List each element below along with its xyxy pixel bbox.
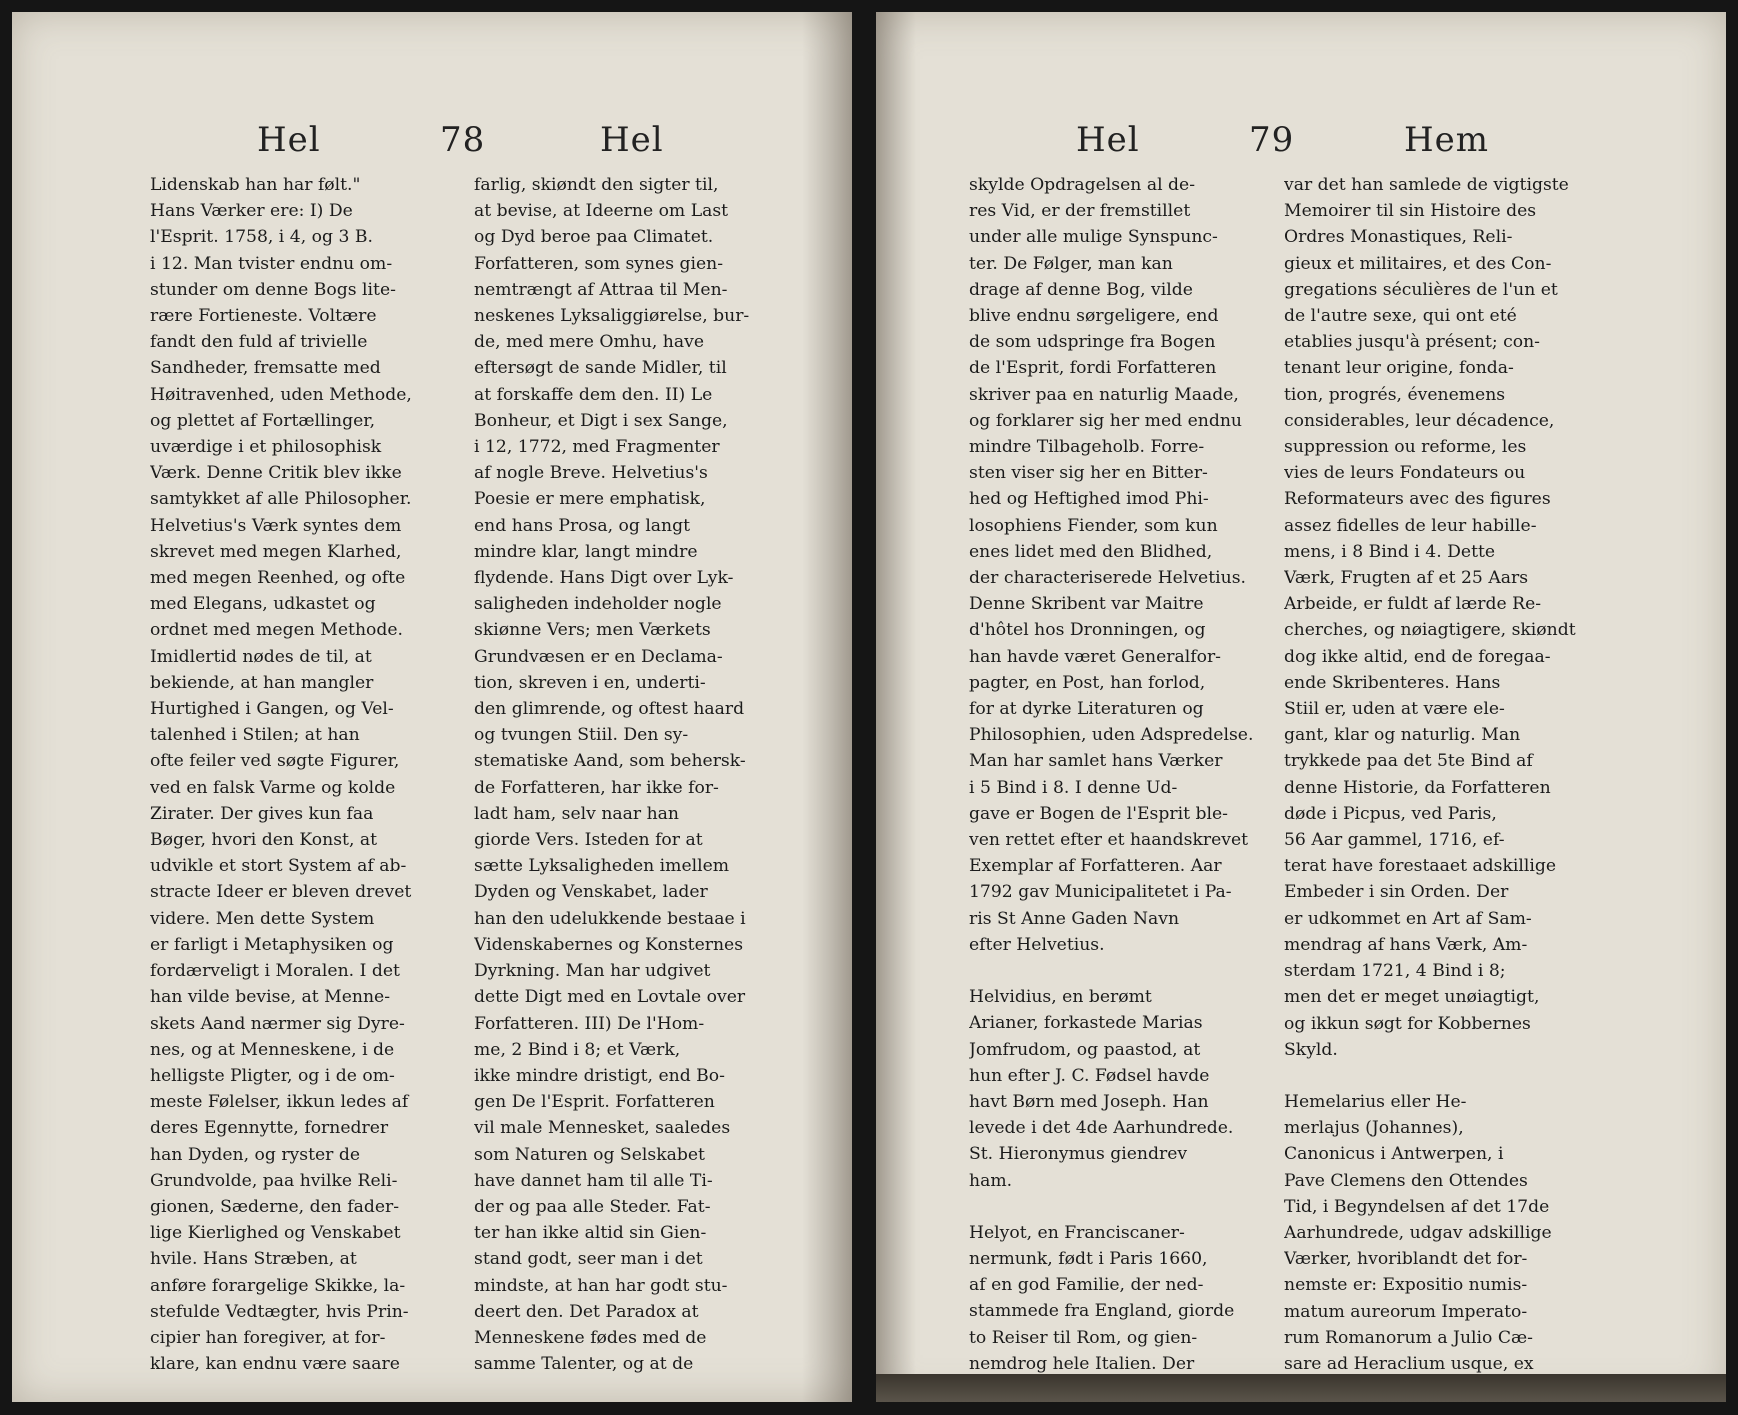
text-line: denne Historie, da Forfatteren — [1284, 777, 1551, 798]
text-line: have dannet ham til alle Ti- — [474, 1170, 713, 1191]
text-line: res Vid, er der fremstillet — [969, 201, 1191, 222]
text-line: i 12. Man tvister endnu om- — [150, 253, 393, 274]
text-line: terat have forestaaet adskillige — [1284, 856, 1557, 877]
text-line: de Forfatteren, har ikke for- — [474, 777, 719, 798]
text-line: Exemplar af Forfatteren. Aar — [969, 856, 1222, 877]
text-line: de l'Esprit, fordi Forfatteren — [969, 358, 1217, 379]
text-line: rære Fortieneste. Voltære — [150, 306, 377, 327]
text-line: Denne Skribent var Maitre — [969, 594, 1204, 615]
text-line: Videnskabernes og Konsternes — [474, 934, 744, 955]
text-line: den glimrende, og oftest haard — [474, 699, 745, 720]
text-line: Grundvæsen er en Declama- — [474, 646, 723, 667]
text-line: Man har samlet hans Værker — [969, 751, 1223, 772]
text-line: neskenes Lyksaliggiørelse, bur- — [474, 306, 750, 327]
text-line: gen De l'Esprit. Forfatteren — [474, 1092, 715, 1113]
text-line: mindre klar, langt mindre — [474, 541, 698, 562]
text-line: videre. Men dette System — [150, 908, 375, 929]
running-head-right: Hel — [600, 120, 664, 160]
text-line: Bøger, hvori den Konst, at — [150, 830, 378, 851]
text-line: mindste, at han har godt stu- — [474, 1275, 728, 1296]
running-head-left: Hel — [1076, 120, 1140, 160]
text-line: og plettet af Fortællinger, — [150, 410, 376, 431]
text-column — [474, 172, 784, 1377]
text-line: er farligt i Metaphysiken og — [150, 934, 394, 955]
text-line: havt Børn med Joseph. Han — [969, 1091, 1209, 1112]
text-line: hun efter J. C. Fødsel havde — [969, 1065, 1210, 1086]
text-line: Lidenskab han har følt." — [150, 175, 361, 195]
text-line: helligste Pligter, og i de om- — [150, 1065, 395, 1086]
text-line: stand godt, seer man i det — [474, 1249, 703, 1270]
text-line: der og paa alle Steder. Fat- — [474, 1196, 711, 1217]
text-line: af nogle Breve. Helvetius's — [474, 463, 708, 484]
text-line: Hurtighed i Gangen, og Vel- — [150, 699, 394, 720]
text-line: deres Egennytte, fornedrer — [150, 1118, 389, 1139]
text-line: Værker, hvoriblandt det for- — [1284, 1249, 1528, 1270]
text-line: blive endnu sørgeligere, end — [969, 306, 1219, 327]
text-line: i 5 Bind i 8. I denne Ud- — [969, 777, 1178, 798]
text-line: i 12, 1772, med Fragmenter — [474, 437, 720, 458]
text-line: Værk. Denne Critik blev ikke — [150, 463, 402, 484]
text-line: skets Aand nærmer sig Dyre- — [150, 1013, 405, 1034]
running-head-right: Hem — [1404, 120, 1490, 160]
text-line: nemste er: Expositio numis- — [1284, 1275, 1528, 1296]
text-line: lige Kierlighed og Venskabet — [150, 1223, 401, 1244]
text-line: tion, progrés, évenemens — [1284, 384, 1506, 405]
text-line: nes, og at Menneskene, i de — [150, 1039, 395, 1060]
text-line: anføre forargelige Skikke, la- — [150, 1275, 406, 1296]
text-line: stematiske Aand, som behersk- — [474, 751, 746, 772]
text-line: de som udspringe fra Bogen — [969, 332, 1216, 353]
text-line: og Dyd beroe paa Climatet. — [474, 227, 714, 248]
text-line: Forfatteren, som synes gien- — [474, 253, 724, 274]
text-line: ved en falsk Varme og kolde — [150, 777, 396, 798]
text-line: Canonicus i Antwerpen, i — [1284, 1144, 1504, 1165]
text-line: etablies jusqu'à présent; con- — [1284, 332, 1540, 353]
text-line: Stiil er, uden at være ele- — [1284, 699, 1505, 720]
text-line: Dyden og Venskabet, lader — [474, 882, 708, 903]
text-line: Dyrkning. Man har udgivet — [474, 961, 711, 982]
text-line: gieux et militaires, et des Con- — [1284, 253, 1552, 274]
text-line: end hans Prosa, og langt — [474, 515, 691, 536]
text-line: Menneskene fødes med de — [474, 1327, 707, 1348]
text-line: Aarhundrede, udgav adskillige — [1284, 1222, 1552, 1243]
text-line: som Naturen og Selskabet — [474, 1144, 705, 1165]
text-line: Skyld. — [1284, 1039, 1338, 1060]
text-line: med megen Reenhed, og ofte — [150, 568, 406, 589]
text-line: og forklarer sig her med endnu — [969, 410, 1242, 431]
paragraph-gap — [969, 958, 1269, 984]
text-line: han vilde bevise, at Menne- — [150, 987, 390, 1008]
text-line: suppression ou reforme, les — [1284, 437, 1527, 458]
text-line: ofte feiler ved søgte Figurer, — [150, 751, 400, 772]
running-head-left: Hel — [257, 120, 321, 160]
text-line: trykkede paa det 5te Bind af — [1284, 751, 1533, 772]
text-line: losophiens Fiender, som kun — [969, 515, 1218, 536]
text-line: og tvungen Stiil. Den sy- — [474, 725, 689, 746]
text-line: Jomfrudom, og paastod, at — [969, 1039, 1201, 1060]
text-line: to Reiser til Rom, og gien- — [969, 1327, 1198, 1348]
text-line: gionen, Sæderne, den fader- — [150, 1196, 400, 1217]
text-line: ikke mindre dristigt, end Bo- — [474, 1065, 725, 1086]
text-line: cipier han foregiver, at for- — [150, 1327, 386, 1348]
text-line: sætte Lyksaligheden imellem — [474, 856, 730, 877]
text-line: Arbeide, er fuldt af lærde Re- — [1284, 594, 1542, 615]
text-line: sten viser sig her en Bitter- — [969, 463, 1208, 484]
text-line: ter han ikke altid sin Gien- — [474, 1223, 707, 1244]
text-line: Memoirer til sin Histoire des — [1284, 201, 1537, 222]
text-line: bekiende, at han mangler — [150, 672, 374, 693]
paragraph-gap — [969, 1194, 1269, 1220]
text-line: men det er meget unøiagtigt, — [1284, 987, 1540, 1008]
text-line: Poesie er mere emphatisk, — [474, 489, 706, 510]
text-line: ham. — [969, 1170, 1013, 1191]
text-line: Arianer, forkastede Marias — [969, 1013, 1203, 1034]
text-line: han havde været Generalfor- — [969, 646, 1221, 667]
text-line: meste Følelser, ikkun ledes af — [150, 1092, 409, 1113]
text-line: under alle mulige Synspunc- — [969, 227, 1218, 248]
text-line: Forfatteren. III) De l'Hom- — [474, 1013, 705, 1034]
text-line: for at dyrke Literaturen og — [969, 699, 1204, 720]
text-line: Reformateurs avec des figures — [1284, 489, 1551, 510]
text-line: ter. De Følger, man kan — [969, 253, 1173, 274]
text-line: flydende. Hans Digt over Lyk- — [474, 568, 734, 589]
text-line: og ikkun søgt for Kobbernes — [1284, 1013, 1531, 1034]
text-line: 56 Aar gammel, 1716, ef- — [1284, 830, 1505, 851]
text-line: d'hôtel hos Dronningen, og — [969, 620, 1206, 641]
text-line: Værk, Frugten af et 25 Aars — [1284, 568, 1529, 589]
text-line: efter Helvetius. — [969, 934, 1105, 955]
text-line: fordærveligt i Moralen. I det — [150, 961, 400, 982]
text-line: sare ad Heraclium usque, ex — [1284, 1353, 1534, 1374]
page-number: 79 — [1249, 120, 1295, 160]
text-line: skiønne Vers; men Værkets — [474, 620, 711, 641]
right-page — [876, 12, 1726, 1402]
text-line: der characteriserede Helvetius. — [969, 568, 1246, 589]
text-line: stracte Ideer er bleven drevet — [150, 882, 412, 903]
text-line: assez fidelles de leur habille- — [1284, 515, 1537, 536]
text-line: han Dyden, og ryster de — [150, 1144, 361, 1165]
text-line: samme Talenter, og at de — [474, 1354, 694, 1375]
text-line: ladt ham, selv naar han — [474, 803, 679, 824]
text-column — [1284, 172, 1589, 1377]
text-line: Philosophien, uden Adspredelse. — [969, 725, 1254, 746]
text-line: St. Hieronymus giendrev — [969, 1144, 1188, 1165]
left-page — [12, 12, 852, 1402]
text-line: nermunk, født i Paris 1660, — [969, 1248, 1208, 1269]
text-line: klare, kan endnu være saare — [150, 1354, 400, 1375]
text-line: farlig, skiøndt den sigter til, — [474, 175, 719, 195]
text-line: l'Esprit. 1758, i 4, og 3 B. — [150, 227, 373, 248]
text-line: vies de leurs Fondateurs ou — [1284, 463, 1526, 484]
text-line: 1792 gav Municipalitetet i Pa- — [969, 882, 1232, 903]
text-line: dette Digt med en Lovtale over — [474, 987, 746, 1008]
text-line: Hemelarius eller He- — [1284, 1091, 1467, 1112]
text-line: ende Skribenteres. Hans — [1284, 672, 1501, 693]
text-line: de, med mere Omhu, have — [474, 332, 705, 353]
text-line: er udkommet en Art af Sam- — [1284, 908, 1532, 929]
text-line: merlajus (Johannes), — [1284, 1118, 1464, 1139]
text-line: stefulde Vedtægter, hvis Prin- — [150, 1301, 409, 1322]
text-line: levede i det 4de Aarhundrede. — [969, 1118, 1234, 1139]
text-line: cherches, og nøiagtigere, skiøndt — [1284, 620, 1576, 641]
text-line: giorde Vers. Isteden for at — [474, 830, 703, 851]
text-line: saligheden indeholder nogle — [474, 594, 722, 615]
text-line: Hans Værker ere: I) De — [150, 201, 353, 222]
text-line: Sandheder, fremsatte med — [150, 358, 381, 379]
text-line: døde i Picpus, ved Paris, — [1284, 803, 1497, 824]
text-line: han den udelukkende bestaae i — [474, 908, 746, 929]
text-line: var det han samlede de vigtigste — [1284, 175, 1569, 195]
text-line: Grundvolde, paa hvilke Reli- — [150, 1170, 398, 1191]
text-line: ordnet med megen Methode. — [150, 620, 404, 641]
text-line: drage af denne Bog, vilde — [969, 279, 1193, 300]
page-number: 78 — [440, 120, 486, 160]
text-line: eftersøgt de sande Midler, til — [474, 358, 727, 379]
text-line: mendrag af hans Værk, Am- — [1284, 934, 1528, 955]
text-line: stunder om denne Bogs lite- — [150, 279, 396, 300]
text-line: me, 2 Bind i 8; et Værk, — [474, 1039, 681, 1060]
text-line: talenhed i Stilen; at han — [150, 725, 360, 746]
text-line: fandt den fuld af trivielle — [150, 332, 368, 353]
text-line: tenant leur origine, fonda- — [1284, 358, 1514, 379]
text-line: Helyot, en Franciscaner- — [969, 1222, 1185, 1243]
text-line: sterdam 1721, 4 Bind i 8; — [1284, 961, 1506, 982]
text-line: Zirater. Der gives kun faa — [150, 803, 374, 824]
text-line: uværdige i et philosophisk — [150, 437, 382, 458]
text-line: af en god Familie, der ned- — [969, 1275, 1204, 1296]
text-line: skrevet med megen Klarhed, — [150, 541, 402, 562]
text-line: hvile. Hans Stræben, at — [150, 1249, 357, 1270]
text-line: deert den. Det Paradox at — [474, 1301, 699, 1322]
text-line: skriver paa en naturlig Maade, — [969, 384, 1239, 405]
text-line: Helvidius, en berømt — [969, 987, 1152, 1008]
text-line: Tid, i Begyndelsen af det 17de — [1284, 1196, 1550, 1217]
text-line: vil male Mennesket, saaledes — [474, 1118, 731, 1139]
text-line: at forskaffe dem den. II) Le — [474, 384, 713, 405]
text-line: considerables, leur décadence, — [1284, 410, 1555, 431]
text-line: matum aureorum Imperato- — [1284, 1301, 1528, 1322]
text-line: Høitravenhed, uden Methode, — [150, 384, 412, 405]
text-line: stammede fra England, giorde — [969, 1301, 1235, 1322]
text-line: ris St Anne Gaden Navn — [969, 908, 1180, 929]
text-line: pagter, en Post, han forlod, — [969, 672, 1206, 693]
text-line: gave er Bogen de l'Esprit ble- — [969, 803, 1228, 824]
text-line: mens, i 8 Bind i 4. Dette — [1284, 541, 1496, 562]
text-line: enes lidet med den Blidhed, — [969, 541, 1213, 562]
text-line: Pave Clemens den Ottendes — [1284, 1170, 1528, 1191]
text-line: nemtrængt af Attraa til Men- — [474, 279, 728, 300]
text-line: nemdrog hele Italien. Der — [969, 1353, 1195, 1374]
text-line: Embeder i sin Orden. Der — [1284, 882, 1509, 903]
text-line: med Elegans, udkastet og — [150, 594, 376, 615]
text-line: gant, klar og naturlig. Man — [1284, 725, 1521, 746]
text-line: skylde Opdragelsen al de- — [969, 175, 1196, 195]
text-line: tion, skreven i en, underti- — [474, 672, 706, 693]
text-line: samtykket af alle Philosopher. — [150, 489, 412, 510]
text-line: at bevise, at Ideerne om Last — [474, 201, 729, 222]
text-line: Imidlertid nødes de til, at — [150, 646, 372, 667]
paragraph-gap — [1284, 1063, 1589, 1089]
text-line: hed og Heftighed imod Phi- — [969, 489, 1209, 510]
text-line: Helvetius's Værk syntes dem — [150, 515, 402, 536]
text-line: gregations séculières de l'un et — [1284, 279, 1558, 300]
text-column — [150, 172, 460, 1377]
text-line: mindre Tilbageholb. Forre- — [969, 437, 1205, 458]
text-column — [969, 172, 1269, 1377]
text-line: dog ikke altid, end de foregaa- — [1284, 646, 1551, 667]
text-line: Ordres Monastiques, Reli- — [1284, 227, 1513, 248]
text-line: de l'autre sexe, qui ont eté — [1284, 306, 1517, 327]
text-line: udvikle et stort System af ab- — [150, 856, 407, 877]
text-line: rum Romanorum a Julio Cæ- — [1284, 1327, 1533, 1348]
text-line: Bonheur, et Digt i sex Sange, — [474, 410, 728, 431]
text-line: ven rettet efter et haandskrevet — [969, 830, 1249, 851]
